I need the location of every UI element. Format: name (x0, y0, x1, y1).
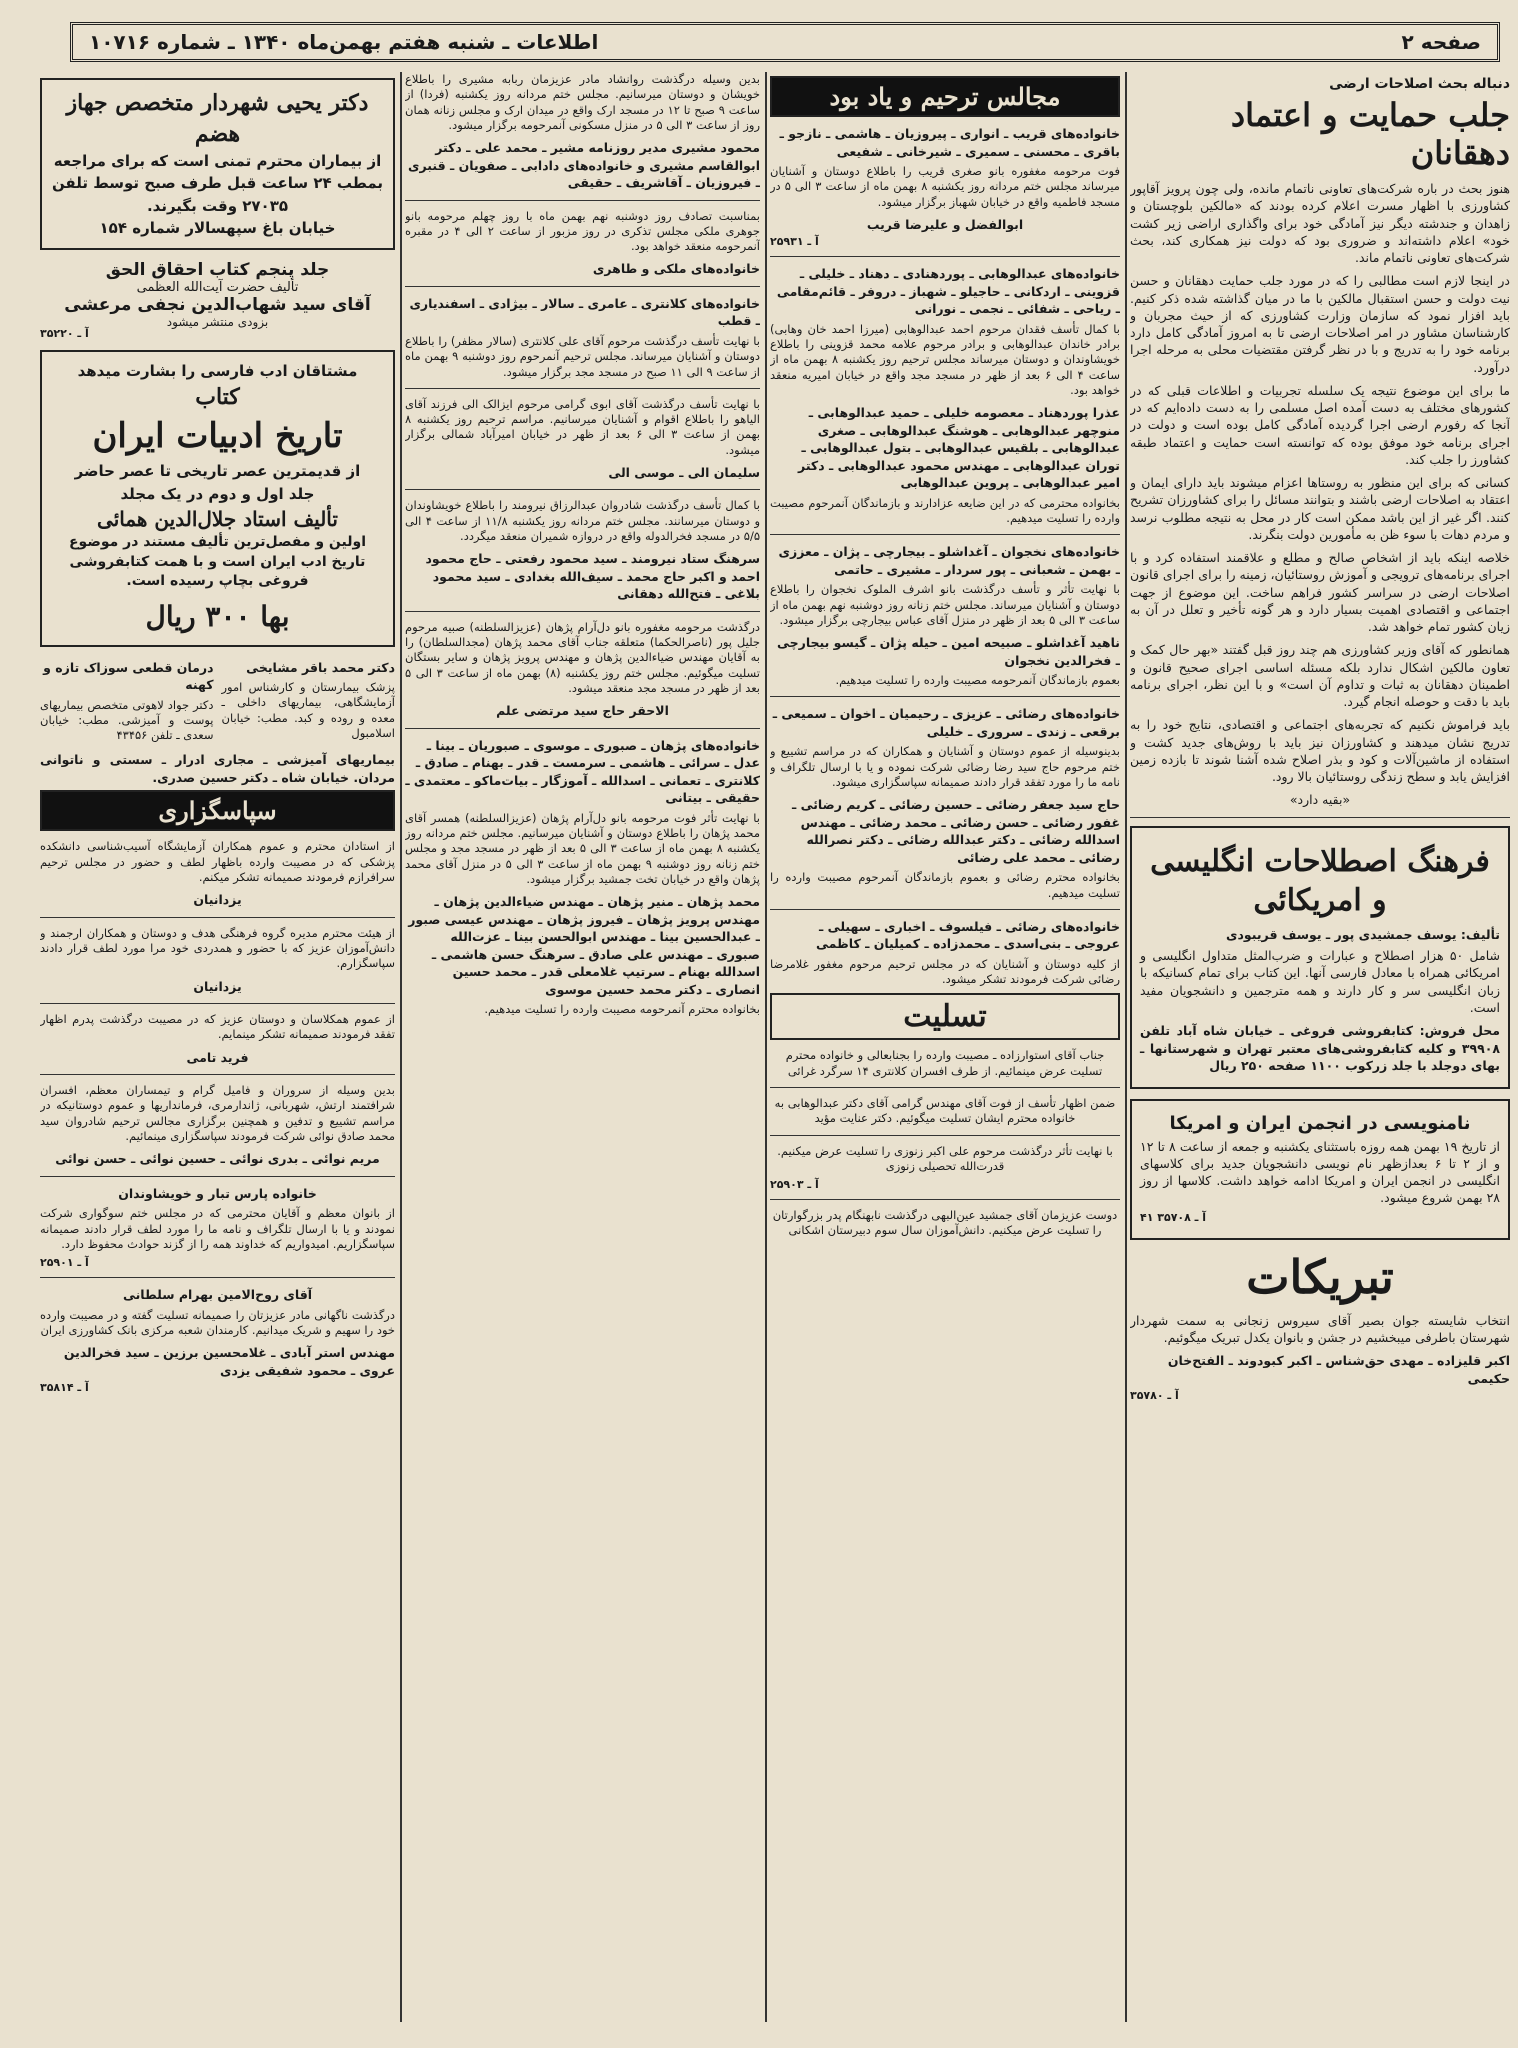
congrats-body: انتخاب شایسته جوان بصیر آقای سیروس زنجانی به سمت شهردار شهرستان باطرفی میبخشیم در جشن و بانوان یکدل تبریک میگوئیم. (1130, 1312, 1510, 1345)
divider (40, 917, 395, 918)
divider (405, 611, 760, 612)
thanks-title: آقای روح‌الامین بهرام سلطانی (122, 1287, 313, 1303)
notice-names: محمد پژهان ـ منیر پژهان ـ مهندس ضیاءالدین پژهان ـ مهندس پرویز پژهان ـ فیروز پژهان ـ مهندس عیسی صبور ـ عبدالحسین بینا ـ مهندس ابوالحسن بینا ـ عزت‌الله صبوری ـ مهندس علی صادق ـ سرهنگ حسن هاشمی ـ اسدالله بهنام ـ سرتیپ غلامعلی قدر ـ محمد حسین انصاری ـ دکتر محمد حسین موسوی (408, 894, 760, 997)
divider (40, 1277, 395, 1278)
divider (770, 909, 1120, 910)
clinic-body: پزشک بیمارستان و کارشناس امور آزمایشگاهی، بیماریهای داخلی ـ معده و روده و کبد. مطب: خیابان اسلامبول (221, 680, 395, 740)
notice-body: با کمال تأسف درگذشت شادروان عبدالرزاق نیرومند را باطلاع خویشاوندان و دوستان میرسانند. مجلس ختم مردانه روز یکشنبه ۱۱/۸ از ساعت ۴ الی ۵/۵ در مسجد فخرالدوله واقع در دروازه شمیران منعقد میگردد. (405, 498, 760, 543)
enrollment-ref: ۴۱ آ ـ ۳۵۷۰۸ (1140, 1210, 1207, 1224)
literature-volumes: جلد اول و دوم در یک مجلد (120, 484, 315, 503)
thanks-sign: مریم نوائی ـ بدری نوائی ـ حسین نوائی ـ حسن نوائی (55, 1151, 380, 1167)
notice-names: سلیمان الی ـ موسی الی (608, 464, 760, 480)
notice-body: بدینوسیله از عموم دوستان و آشنایان و همکاران که در مراسم تشییع و ختم مرحوم حاج سید رضا رضائی شرکت نموده و یا با ارسال تلگراف و نامه ما را مورد تفقد قرار دادند صمیمانه سپاسگزاری میشود. (770, 744, 1120, 789)
notice-names: سرهنگ ستاد نیرومند ـ سید محمود رفعتی ـ حاج محمود احمد و اکبر حاج محمد ـ سیف‌الله بغدادی ـ سید محمود بلاغی ـ فتح‌الله دهقانی (425, 551, 760, 602)
continued-note: «بقیه دارد» (1289, 792, 1351, 808)
enrollment-ad (1130, 1099, 1510, 1240)
book-announcement-line: آقای سید شهاب‌الدین نجفی مرعشی (64, 294, 371, 315)
dictionary-sale: محل فروش: کتابفروشی فروغی ـ خیابان شاه آباد تلفن ۳۹۹۰۸ و کلیه کتابفروشی‌های معتبر تهران و شهرستانها ـ بهای دوجلد با جلد زرکوب ۱۱۰۰ صفحه ۲۵۰ ریال (1140, 1023, 1500, 1073)
clinic-ads (40, 657, 395, 750)
divider (405, 200, 760, 201)
congrats-ref: آ ـ ۳۵۷۸۰ (1130, 1389, 1179, 1402)
condolence-item: با نهایت تأثر درگذشت مرحوم علی اکبر زنوزی را تسلیت عرض میکنیم. قدرت‌الله تحصیلی زنوزی (777, 1143, 1113, 1173)
book-announcement-line: تألیف حضرت آیت‌الله العظمی (136, 279, 299, 295)
divider (770, 696, 1120, 697)
article-paragraph: هنوز بحث در باره شرکت‌های تعاونی ناتمام مانده، ولی چون پرویز آقاپور کشاورزی با اظهار مسرت اعلام کرده بودند که «مالکین بلوچستان و زاهدان و جندشته دیگر نیز آمادگی خود برای واگذاری اراضی زیر کشت خود» اعلام داشته‌اند و ضروری بود که دولت نیز همکاری کند، بحث شرکت‌های تعاونی ناتمام ماند. (1130, 181, 1510, 265)
thanks-body: از هیئت محترم مدیره گروه فرهنگی هدف و دوستان و همکاران ارجمند و دانش‌آموزان عزیز که با حضور و همدردی خود مرا مورد لطف قرار دادند سپاسگزارم. (40, 925, 395, 971)
thanks-body: از بانوان معظم و آقایان محترمی که در مجلس ختم سوگواری شرکت نمودند و یا با ارسال تلگراف و نامه ما را مورد لطف قرار دادند صمیمانه سپاسگزاریم. امیدواریم که خداوند همه را از گزند حوادث محفوظ دارد. (40, 1206, 395, 1251)
column-rule-2 (765, 72, 767, 2022)
page-number: صفحه ۲ (1401, 30, 1481, 54)
congrats-names: اکبر قلیزاده ـ مهدی حق‌شناس ـ اکبر کبودوند ـ الفتح‌خان حکیمی (1167, 1353, 1510, 1386)
thanks-box-title: سپاسگزاری (40, 790, 395, 831)
notice-body: فوت مرحومه مغفوره بانو صغری قریب را باطلاع دوستان و آشنایان میرساند مجلس ختم مردانه روز یکشنبه ۸ بهمن ماه از ساعت ۳ الی ۵ در مسجد فاطمیه واقع در خیابان شهباز برگزار میشود. (770, 164, 1120, 209)
enrollment-body: از تاریخ ۱۹ بهمن همه روزه باستثنای یکشنبه و جمعه از ساعت ۸ تا ۱۲ و از ۲ تا ۶ بعدازظهر نام نویسی دانشجویان جدید برای کلاسهای انگلیسی در انجمن ایران و امریکا ادامه خواهد داشت. کلاسها از روز ۲۸ بهمن شروع میشود. (1140, 1138, 1501, 1206)
literature-label: کتاب (195, 384, 240, 411)
article-paragraph: ما برای این موضوع نتیجه یک سلسله تجربیات و اطلاعات قبلی که در کشورهای مختلف به دست آمده اصل مسلمی را به دست داده‌ایم که در آنجا که رفورم ارضی اجرا گردیده آمادگی کامل بوده است و دولت در اجرای برنامه خود موفق بوده که توانسته است حمایت و اعتماد طبقه کشاورز را جلب کند. (1130, 382, 1510, 467)
literature-author: تألیف استاد جلال‌الدین همائی (97, 507, 338, 532)
thanks-body: از عموم همکلاسان و دوستان عزیز که در مصیبت درگذشت پدرم اظهار تفقد فرمودند صمیمانه تشکر مینمایم. (40, 1012, 395, 1042)
literature-price: بها ۳۰۰ ریال (145, 600, 290, 634)
notice-body: از کلیه دوستان و آشنایان که در مجلس ترحیم مرحوم مغفور غلامرضا رضائی شرکت فرمودند تشکر میشود. (770, 956, 1120, 987)
notice-names: محمود مشیری مدیر روزنامه مشیر ـ محمد علی ـ دکتر ابوالقاسم مشیری و خانواده‌های دادابی ـ صفویان ـ قنبری ـ فیروزیان ـ آقاشریف ـ حقیقی (408, 140, 760, 191)
condolence-item: ضمن اظهار تأسف از فوت آقای مهندس گرامی آقای دکتر عبدالوهابی به خانواده محترم ایشان تسلیت میگوئیم. دکتر عنایت مؤید (774, 1095, 1116, 1126)
thanks-sign: یزدانیان (193, 892, 242, 908)
divider (770, 256, 1120, 257)
divider (405, 489, 760, 490)
masthead (70, 22, 1500, 62)
article-paragraph: در اینجا لازم است مطالبی را که در مورد جلب حمایت دهقانان و حسن نیت دولت و حسن استقبال مالکین با ما در میان گذاشته شده ذکر کنیم. باید افزار نمود که سازمان وزارت کشاورزی که از حیث مجربان و کارشناسان مشاور در امر اصلاحات ارضی تا به امروز آمادگی کامل دارد برنامه خود را به تدریج و با در نظر گرفتن مقتضیات محلی به مرحله اجرا درآورد. (1130, 273, 1510, 375)
thanks-sign: مهندس استر آبادی ـ غلامحسین برزین ـ سید فخرالدین عروی ـ محمود شفیقی یزدی (63, 1345, 395, 1378)
notice-body: بدین وسیله درگذشت روانشاد مادر عزیزمان ربابه مشیری را باطلاع خویشان و دوستان میرسانیم. مجلس ختم مردانه روز یکشنبه (فردا) از ساعت ۹ صبح تا ۱۲ در مسجد ارک واقع در میدان ارک و مجلس زنانه همان روز از ساعت ۳ الی ۵ در منزل مسکونی آنمرحومه برگزار میشود. (405, 72, 760, 132)
article-kicker: دنباله بحث اصلاحات ارضی (1329, 76, 1510, 92)
divider (405, 728, 760, 729)
notice-names: خانواده‌های عبدالوهابی ـ پوردهنادی ـ دهناد ـ خلیلی ـ قزوینی ـ اردکانی ـ حاجیلو ـ شهباز ـ دروفر ـ قائم‌مقامی ـ ریاحی ـ شفائی ـ نجمی ـ نورانی (776, 266, 1120, 317)
condolence-item: دوست عزیزمان آقای جمشید عین‌البهی درگذشت نابهنگام پدر بزرگوارتان را تسلیت عرض میکنیم. دانش‌آموزان سال سوم دبیرستان اشکانی (772, 1208, 1118, 1238)
enrollment-title: نامنویسی در انجمن ایران و امریکا (1169, 1112, 1471, 1134)
congrats-title: تبریکات (1246, 1249, 1394, 1304)
notice-sign: ابوالفضل و علیرضا قریب (866, 216, 1024, 232)
notice-body: بخانواده محترم رضائی و بعموم بازماندگان آنمرحوم مصیبت وارده را تسلیت میدهیم. (770, 870, 1120, 900)
dictionary-ad (1130, 826, 1510, 1089)
column-memorials (770, 72, 1120, 2022)
notice-sign: الاحقر حاج سید مرتضی علم (496, 703, 669, 719)
notice-body: با کمال تأسف فقدان مرحوم احمد عبدالوهابی (میرزا احمد خان وهابی) برادر خاندان عبدالوهابی و برادر مرحوم علامه محمد قزوینی را باطلاع خویشاوندان و دوستان میرساند مجلس ترحیم روز یکشنبه ۸ بهمن ماه از ساعت ۴ الی ۶ بعد از ظهر در مسجد مجد واقع در خیابان امیریه منعقد خواهد بود. (770, 321, 1120, 397)
doctor-ad (40, 78, 395, 250)
book-announcement-ref: آ ـ ۳۵۲۲۰ (40, 326, 89, 340)
clinic-title: دکتر محمد باقر مشایخی (246, 659, 395, 675)
thanks-sign: یزدانیان (193, 978, 242, 994)
clinic-ad-left (40, 657, 214, 750)
divider (770, 1087, 1120, 1088)
column-land-reform (1130, 72, 1510, 2022)
column-rule-3 (400, 72, 402, 2022)
doctor-ad-title: دکتر یحیی شهردار متخصص جهاز هضم (66, 90, 369, 147)
clinic-body: دکتر جواد لاهوتی متخصص بیماریهای پوست و آمیزشی. مطب: خیابان سعدی ـ تلفن ۴۳۴۵۶ (40, 697, 214, 743)
notice-body: بخانواده محترم آنمرحومه مصیبت وارده را تسلیت میدهیم. (484, 1002, 760, 1017)
clinic-title: درمان قطعی سوزاک تازه و کهنه (43, 659, 214, 693)
dictionary-title: فرهنگ اصطلاحات انگلیسی و امریکائی (1150, 843, 1490, 918)
thanks-ref: آ ـ ۲۵۹۰۱ (40, 1256, 89, 1270)
divider (405, 286, 760, 287)
doctor-ad-address: خیابان باغ سپهسالار شماره ۱۵۴ (99, 219, 336, 238)
notice-names: خانواده‌های قریب ـ انواری ـ پیروزیان ـ هاشمی ـ نازجو ـ باقری ـ محسنی ـ سمیری ـ شیرخانی ـ شفیعی (779, 126, 1120, 159)
condolence-box-title: تسلیت (770, 993, 1120, 1040)
notice-names: خانواده‌های رضائی ـ عزیزی ـ رحیمیان ـ اخوان ـ سمیعی ـ برقعی ـ زندی ـ سروری ـ خلیلی (772, 706, 1120, 739)
notice-names: خانواده‌های نخجوان ـ آغداشلو ـ بیجارچی ـ پژان ـ معززی ـ بهمن ـ شعبانی ـ پور سردار ـ مشیری ـ حاتمی (778, 544, 1120, 577)
thanks-body: از استادان محترم و عموم همکاران آزمایشگاه آسیب‌شناسی دانشکده پزشکی که در مصیبت وارده باظهار لطف و حضور در مجلس ترحیم سرافرازم فرمودند صمیمانه تشکر میکنم. (40, 839, 395, 885)
article-headline: جلب حمایت و اعتماد دهقانان (1230, 96, 1510, 172)
notice-names: خانواده‌های کلانتری ـ عامری ـ سالار ـ بیژادی ـ اسفندیاری ـ قطب (409, 295, 760, 329)
divider (405, 388, 760, 389)
column-ads (40, 72, 395, 2022)
notice-body: درگذشت مرحومه مغفوره بانو دل‌آرام پژهان (عزیزالسلطنه) صبیه مرحوم جلیل پور (ناصرالحکما) متعلقه جناب آقای محمد پژهان (مجدالسلطان) را به آقایان مهندس ضیاءالدین پژهان و مهندس پرویز پژهان و سایر بستگان تسلیت میگوئیم. مجلس ختم روز یکشنبه (۸) بهمن ماه از ساعت ۳ الی ۵ بعد از ظهر در مسجد مجد منعقد میشود. (405, 619, 760, 695)
doctor-ad-body: از بیماران محترم تمنی است که برای مراجعه بمطب ۲۴ ساعت قبل طرف صبح توسط تلفن ۲۷۰۳۵ وقت بگیرند. (51, 151, 384, 215)
notice-names: حاج سید جعفر رضائی ـ حسین رضائی ـ کریم رضائی ـ غفور رضائی ـ حسن رضائی ـ محمد رضائی ـ مهندس اسدالله رضائی ـ دکتر عبدالله رضائی ـ دکتر نصرالله رضائی ـ محمد علی رضائی (791, 797, 1120, 865)
notice-ref: آ ـ ۲۵۹۳۱ (770, 235, 819, 249)
book-announcement (40, 260, 395, 340)
article-paragraph: باید فراموش نکنیم که تجربه‌های اجتماعی و اقتصادی، نتایج خود را به تدریج نشان میدهند و کشاورزان نیز باید با روش‌های جدید کشت و استفاده از ماشین‌آلات و کود و بذر اصلاح شده آشنا شوند تا بازده زمین افزایش یابد و سطح زندگی روستائیان بالا رود. (1130, 717, 1510, 784)
condolence-item: جناب آقای استوارزاده ـ مصیبت وارده را بجنابعالی و خانواده محترم تسلیت عرض مینمائیم. از طرف افسران کلانتری ۱۴ سرگرد غرائی (785, 1048, 1105, 1078)
thanks-body: درگذشت ناگهانی مادر عزیزتان را صمیمانه تسلیت گفته و در مصیبت وارده خود را سهیم و شریک میدانیم. کارمندان شعبه مرکزی بانک کشاورزی ایران (40, 1307, 395, 1337)
divider (770, 534, 1120, 535)
condolence-ref: آ ـ ۲۵۹۰۳ (770, 1178, 819, 1192)
article-paragraph: همانطور که آقای وزیر کشاورزی هم چند روز قبل گفتند «بهر حال کمک و تعاون مالکین اشکال ندارد بلکه مسئله اساسی اجرای صحیح قانون و اطمینان دهقانان به ثبات و تداوم آن است» و با این نظر، اجرای برنامه باید با دقت و حوصله انجام گیرد. (1130, 642, 1510, 709)
notice-names: عذرا پوردهناد ـ معصومه خلیلی ـ حمید عبدالوهابی ـ منوچهر عبدالوهابی ـ هوشنگ عبدالوهابی ـ صغری عبدالوهابی ـ بلقیس عبدالوهابی ـ بتول عبدالوهابی ـ توران عبدالوهابی ـ مهندس محمود عبدالوهابی ـ دکتر امیر عبدالوهابی ـ پروین عبدالوهابی (798, 405, 1120, 491)
notice-names: خانواده‌های ملکی و طاهری (592, 261, 760, 277)
literature-subtitle: از قدیمترین عصر تاریخی تا عصر حاضر (74, 462, 361, 481)
book-announcement-line: جلد پنجم کتاب احقاق الحق (105, 259, 330, 280)
thanks-body: بدین وسیله از سروران و فامیل گرام و تیمساران معظم، افسران شرافتمند ارتش، شهربانی، ژاندارمری، فرمانداریها و عموم دوستانیکه در مراسم تشییع و تدفین و همچنین برگزاری مجالس ترحیم شادروان سید محمد صادق نوائی شرکت فرمودند سپاسگزاری مینمائیم. (40, 1083, 395, 1144)
column-obituaries (405, 72, 760, 2022)
issue-line: اطلاعات ـ شنبه هفتم بهمن‌ماه ۱۳۴۰ ـ شماره ۱۰۷۱۶ (89, 30, 599, 54)
dictionary-authors: تألیف: یوسف جمشیدی پور ـ یوسف قریبودی (1226, 926, 1500, 942)
notice-body: بعموم بازماندگان آنمرحومه مصیبت وارده را تسلیت میدهیم. (835, 673, 1120, 688)
clinic-wide-ad: بیماریهای آمیزشی ـ مجاری ادرار ـ سستی و ناتوانی مردان. خیابان شاه ـ دکتر حسین صدری. (40, 752, 395, 785)
literature-title: تاریخ ادبیات ایران (92, 415, 343, 456)
divider (770, 1135, 1120, 1136)
divider (40, 1074, 395, 1075)
notice-body: بخانواده محترمی که در این ضایعه عزادارند و بازماندگان آنمرحوم مصیبت وارده را تسلیت میدهیم. (770, 495, 1120, 526)
notice-body: بمناسبت تصادف روز دوشنبه نهم بهمن ماه با روز چهلم مرحومه بانو جوهری ملکی مجلس تذکری در روز مزبور از ساعت ۲ الی ۴ در مقبره آنمرحومه منعقد خواهد بود. (405, 208, 760, 254)
notice-names: ناهید آغداشلو ـ صبیحه امین ـ حیله پژان ـ گیسو بیجارچی ـ فخرالدین نخجوان (776, 635, 1120, 668)
thanks-ref: آ ـ ۳۵۸۱۴ (40, 1381, 89, 1395)
book-announcement-line: بزودی منتشر میشود (166, 314, 269, 329)
notice-body: با نهایت تأثر و تأسف درگذشت بانو اشرف الملوک نخجوان را باطلاع دوستان و آشنایان میرساند. مجلس ختم زنانه روز دوشنبه نهم بهمن ماه از ساعت ۳ الی ۵ بعد از ظهر در منزل آقای عباس بیجارچی برگزار میشود. (770, 582, 1120, 627)
thanks-sign: فرید تامی (186, 1049, 249, 1065)
divider (770, 1199, 1120, 1200)
notice-body: با نهایت تأثر فوت مرحومه بانو دل‌آرام پژهان (عزیزالسلطنه) همسر آقای محمد پژهان را باطلاع دوستان و آشنایان میرسانیم. مجلس ختم مردانه روز یکشنبه ۸ بهمن ماه از ساعت ۳ الی ۵ بعد از ظهر در مسجد مجد و مجلس ختم زنانه روز دوشنبه ۹ بهمن ماه از ساعت ۳ الی ۵ در منزل آقای محمد پژهان واقع در خیابان تخت جمشید برگزار میشود. (405, 810, 760, 886)
literature-intro: مشتاقان ادب فارسی را بشارت میدهد (77, 361, 358, 380)
notice-body: با نهایت تأسف درگذشت مرحوم آقای علی کلانتری (سالار مظفر) را باطلاع دوستان و آشنایان میرساند. مجلس ترحیم آنمرحوم روز دوشنبه ۹ بهمن ماه از ساعت ۹ الی ۱۱ صبح در مسجد مجد برگزار میشود. (405, 333, 760, 379)
divider (40, 1003, 395, 1004)
thanks-title: خانواده پارس تبار و خویشاوندان (118, 1185, 317, 1201)
notice-body: با نهایت تأسف درگذشت آقای ابوی گرامی مرحوم ایزالک الی فرزند آقای الیاهو را باطلاع اقوام و آشنایان میرسانیم. مراسم ترحیم روز یکشنبه ۸ بهمن از ساعت ۳ الی ۶ بعد از ظهر در خیابان امیرآباد شمالی برگزار میشود. (405, 396, 760, 457)
clinic-ad-right (222, 657, 396, 750)
column-rule-1 (1125, 72, 1127, 2022)
dictionary-body: شامل ۵۰ هزار اصطلاح و عبارات و ضرب‌المثل متداول انگلیسی و امریکائی همراه با معادل فارسی آنها. این کتاب برای تمام کسانیکه با زبان انگلیسی سر و کار دارند و همه مترجمین و دانشجویان مفید است. (1140, 948, 1500, 1015)
notice-names: خانواده‌های رضائی ـ فیلسوف ـ اخباری ـ سهیلی ـ عروجی ـ بنی‌اسدی ـ محمدزاده ـ کمیلیان ـ کاظمی (815, 918, 1120, 952)
memorials-box-title: مجالس ترحیم و یاد بود (770, 76, 1120, 117)
article-paragraph: کسانی که برای این منظور به روستاها اعزام میشوند باید دارای ایمان و اعتقاد به اصلاحات ارضی باشند و بتوانند مسائل را برای کشاورزان تشریح کنند. اگر غیر از این باشد ممکن است کار در محل به نتیجه مطلوب نرسد و مردم دهات با سوء ظن به مأمورین دولت بنگرند. (1130, 475, 1510, 542)
divider (1130, 817, 1510, 818)
literature-desc: اولین و مفصل‌ترین تألیف مستند در موضوع تاریخ ادب ایران است و با همت کتابفروشی فروغی بچاپ رسیده است. (68, 534, 367, 590)
divider (40, 1176, 395, 1177)
literature-book-ad (40, 350, 395, 647)
article-paragraph: خلاصه اینکه باید از اشخاص صالح و مطلع و علاقمند استفاده کرد و با اجرای برنامه‌های ترویجی و آموزش روستائیان، زمینه را برای اجرای قانون اصلاحات ارضی در سراسر کشور فراهم ساخت. این موضوع از جهت اجتماعی و اقتصادی اهمیت بسیار دارد و هر گونه تأخیر و تعلل در آن به زیان کشور تمام خواهد شد. (1130, 550, 1510, 634)
notice-names: خانواده‌های پژهان ـ صبوری ـ موسوی ـ صبوریان ـ بینا ـ عدل ـ سرائی ـ هاشمی ـ سرمست ـ قدر ـ بهنام ـ صادق ـ کلانتری ـ تعمانی ـ اسدالله ـ آموزگار ـ بیات‌ماکو ـ معتمدی ـ حقیقی ـ بیتانی (405, 737, 760, 806)
